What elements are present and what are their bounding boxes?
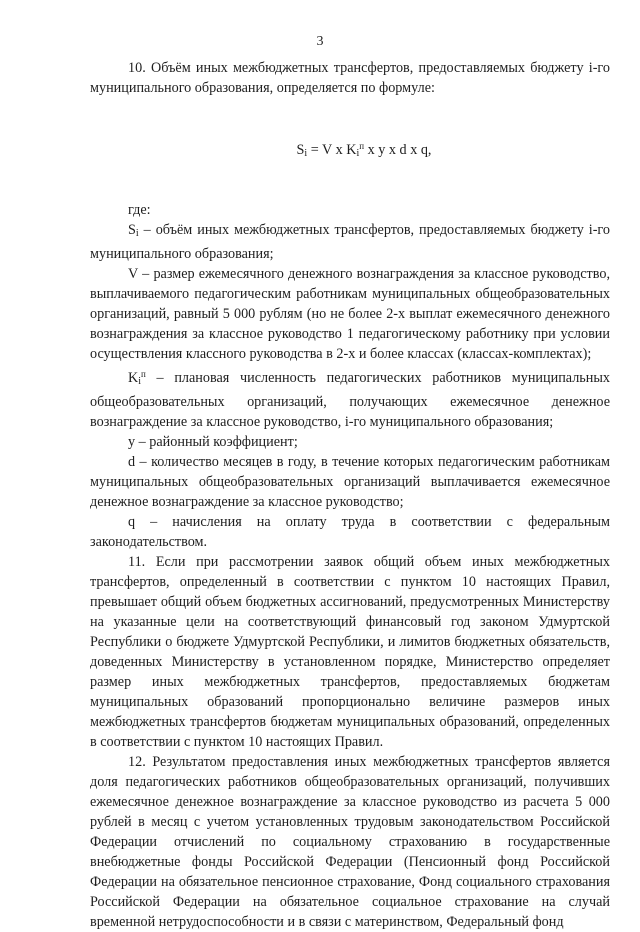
def-v: V – размер ежемесячного денежного вознаграждения за классное руководство, выплачиваемого педагогическим работникам муниципальных общеобразовательных организаций, равный 5 000 рублям (но не более 2-х выплат ежемесячного денежного вознаграждения за классное руководство 1 педагогическому работнику при условии осуществления классного руководства в 2-х и более классах (классах-комплектах); [90,266,610,362]
document-body [90,58,610,932]
item-10-intro: 10. Объём иных межбюджетных трансфертов, предоставляемых бюджету i-го муниципального образования, определяется по формуле: [90,60,610,96]
item-11: 11. Если при рассмотрении заявок общий объем иных межбюджетных трансфертов, определенный в соответствии с пунктом 10 настоящих Правил, превышает общий объем бюджетных ассигнований, предусмотренных Министерству на указанные цели на соответствующий финансовый год законом Удмуртской Республики о бюджете Удмуртской Республики, и лимитов бюджетных обязательств, доведенных Министерству в установленном порядке, Министерство определяет размер иных межбюджетных трансфертов, предоставляемых бюджетам муниципальных образований пропорционально величине размеров иных межбюджетных трансфертов бюджетам муниципальных образований, определенных в соответствии с пунктом 10 настоящих Правил. [90,554,610,750]
formula-eq: = V x K [307,142,357,158]
def-ki: $K_i^п$ – плановая численность педагогических работников муниципальных общеобразовательных организаций, получающих ежемесячное денежное вознаграждение за классное руководство, i-го муниципального образования; [90,369,610,430]
def-y: y – районный коэффициент; [128,434,298,450]
def-d: d – количество месяцев в году, в течение которых педагогическим работникам муниципальных общеобразовательных организаций выплачивается ежемесячное денежное вознаграждение за классное руководство; [90,454,610,510]
formula-s-sub: i [304,148,308,159]
item-12: 12. Результатом предоставления иных межбюджетных трансфертов является доля педагогических работников общеобразовательных организаций, получивших ежемесячное денежное вознаграждение за классное руководство из расчета 5 000 рублей в месяц с учетом установленных трудовым законодательством Российской Федерации отчислений по социальному страхованию в государственные внебюджетные фонды Российской Федерации (Пенсионный фонд Российской Федерации на обязательное пенсионное страхование, Фонд социального страхования Российской Федерации на обязательное социальное страхование на случай временной нетрудоспособности и в связи с материнством, Федеральный фонд [90,754,610,930]
formula [118,136,610,164]
formula-s: S [296,142,305,158]
formula-k-sup: п [359,141,365,151]
formula-rest: x y x d x q, [364,142,432,158]
page-number: 3 [316,34,324,49]
where-label: где: [128,202,151,218]
def-si: $S_i$ – объём иных межбюджетных трансфертов, предоставляемых бюджету i-го муниципального образования; [90,222,610,262]
formula-k-sub: i [356,148,360,159]
def-q: q – начисления на оплату труда в соответствии с федеральным законодательством. [90,514,610,550]
